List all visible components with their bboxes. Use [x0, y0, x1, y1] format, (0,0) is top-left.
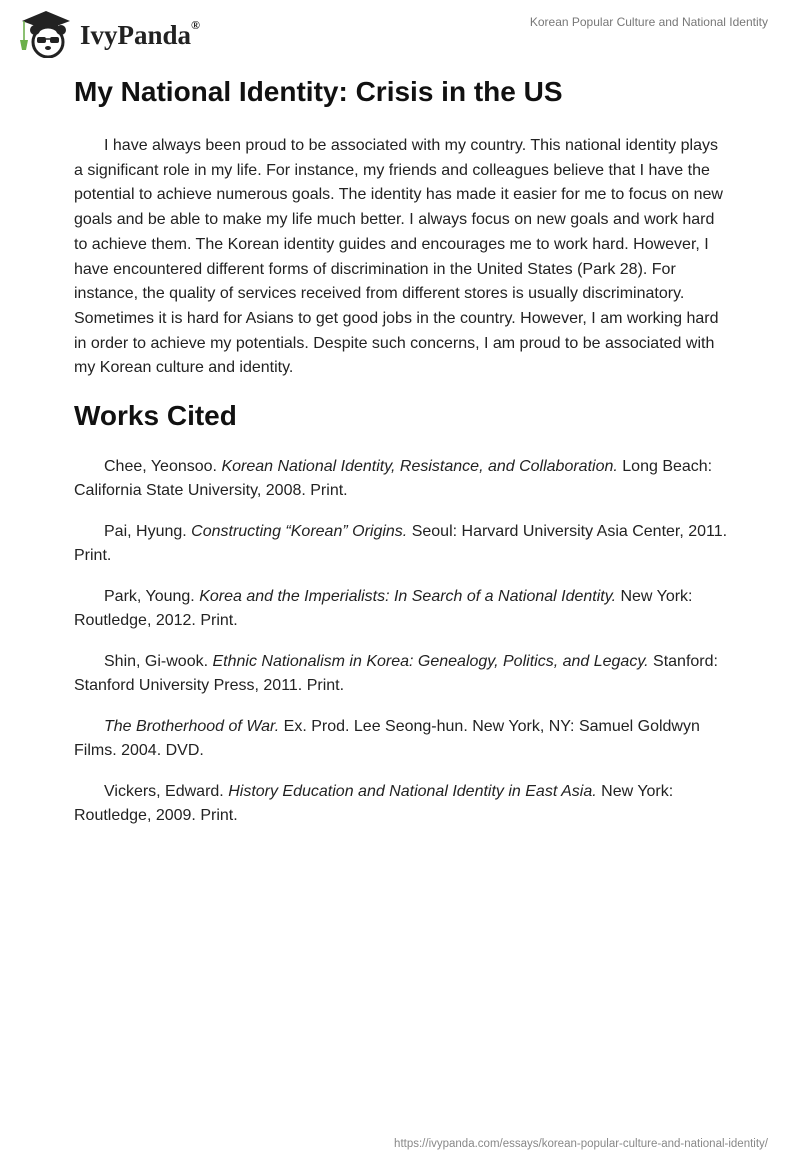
citation-details: New York: Routledge, 2012. Print.: [74, 588, 693, 630]
section-heading: My National Identity: Crisis in the US: [74, 76, 563, 107]
works-cited-list: [74, 455, 728, 828]
citation-title: The Brotherhood of War.: [104, 718, 280, 736]
citation-title: Korean National Identity, Resistance, and Collaboration.: [221, 458, 618, 476]
citation-details: Stanford: Stanford University Press, 2011. Print.: [74, 653, 718, 695]
citation-author: Chee, Yeonsoo.: [104, 458, 222, 476]
essay-content: [74, 72, 728, 845]
citation-entry: [74, 455, 728, 503]
source-url: https://ivypanda.com/essays/korean-popular-culture-and-national-identity/: [394, 1138, 768, 1150]
citation-entry: [74, 585, 728, 633]
citation-details: Long Beach: California State University, 2008. Print.: [74, 458, 713, 500]
citation-details: Ex. Prod. Lee Seong-hun. New York, NY: Samuel Goldwyn Films. 2004. DVD.: [74, 718, 700, 760]
citation-entry: [74, 650, 728, 698]
citation-entry: [74, 520, 728, 568]
citation-details: New York: Routledge, 2009. Print.: [74, 783, 674, 825]
citation-title: Constructing “Korean” Origins.: [191, 523, 408, 541]
citation-entry: [74, 780, 728, 828]
works-cited-heading: Works Cited: [74, 400, 237, 432]
citation-title: Korea and the Imperialists: In Search of a National Identity.: [199, 588, 617, 606]
ivypanda-logo[interactable]: [18, 8, 200, 58]
citation-title: History Education and National Identity in East Asia.: [228, 783, 597, 801]
citation-author: Pai, Hyung.: [104, 523, 192, 541]
brand-name: IvyPanda®: [80, 17, 201, 50]
citation-details: Seoul: Harvard University Asia Center, 2011. Print.: [74, 523, 728, 565]
citation-title: Ethnic Nationalism in Korea: Genealogy, Politics, and Legacy.: [212, 653, 649, 671]
panda-graduate-icon: [18, 8, 74, 58]
citation-author: Vickers, Edward.: [104, 783, 229, 801]
body-paragraph: I have always been proud to be associated with my country. This national identity plays a significant role in my life. For instance, my friends and colleagues believe that I have the potential to achieve numerous goals. The identity has made it easier for me to focus on new goals and be able to make my life much better. I always focus on new goals and work hard to achieve them. The Korean identity guides and encourages me to work hard. However, I have encountered different forms of discrimination in the United States (Park 28). For instance, the quality of services received from different stores is usually discriminatory. Sometimes it is hard for Asians to get good jobs in the country. However, I am working hard in order to achieve my potentials. Despite such concerns, I am proud to be associated with my Korean culture and identity.: [74, 137, 723, 377]
citation-author: Shin, Gi-wook.: [104, 653, 213, 671]
document-title: Korean Popular Culture and National Identity: [529, 15, 768, 29]
citation-author: Park, Young.: [104, 588, 200, 606]
citation-entry: [74, 715, 728, 763]
